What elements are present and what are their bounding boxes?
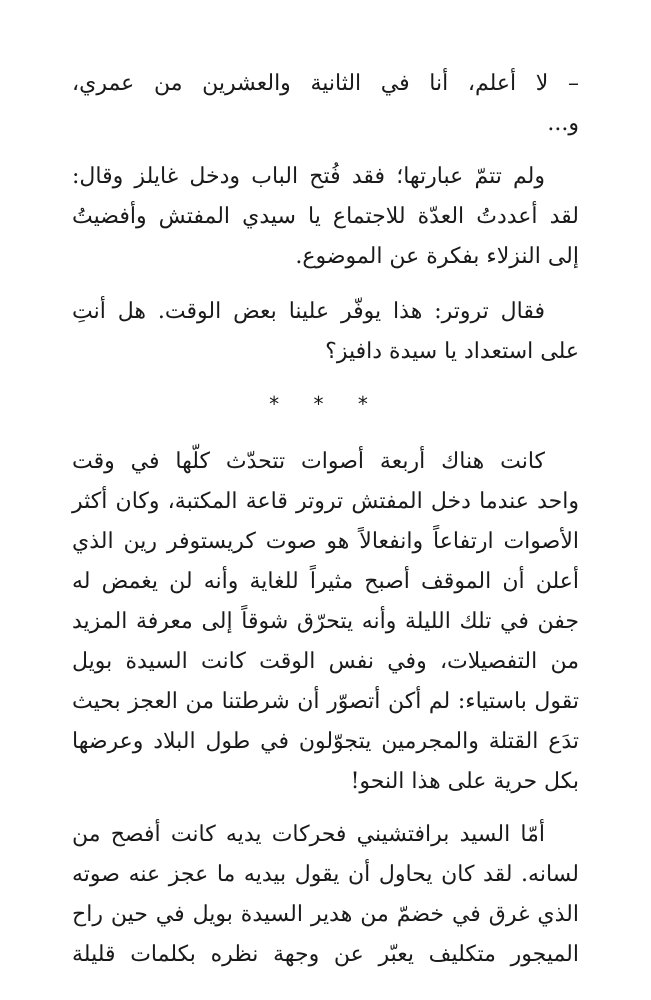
paragraph-paravicini (72, 815, 579, 975)
text-line: تقول باستياء: لم أكن أتصوّر أن شرطتنا من العجز بحيث (72, 689, 579, 714)
text-line: ولم تتمّ عبارتها؛ فقد فُتح الباب ودخل غايلز وقال: (72, 164, 545, 189)
text-line: فقال تروتر: هذا يوفّر علينا بعض الوقت. هل أنتِ (72, 299, 545, 324)
text-line: من التفصيلات، وفي نفس الوقت كانت السيدة بويل (72, 649, 579, 674)
text-line: لقد أعددتُ العدّة للاجتماع يا سيدي المفتش وأفضيتُ (72, 204, 579, 229)
section-separator: * * * (269, 392, 382, 416)
text-line: أمّا السيد برافتشيني فحركات يديه كانت أفصح من (72, 822, 545, 847)
text-line: تدَع القتلة والمجرمين يتجوّلون في طول البلاد وعرضها (72, 729, 579, 754)
text-line: على استعداد يا سيدة دافيز؟ (325, 339, 579, 364)
paragraph-four-voices (72, 442, 579, 802)
text-line: الذي غرق في خضمّ من هدير السيدة بويل في حين راح (72, 902, 579, 927)
paragraph-trotter-question (72, 292, 579, 372)
text-line: واحد عندما دخل المفتش تروتر قاعة المكتبة، وكان أكثر (72, 489, 579, 514)
text-line: الأصوات ارتفاعاً وانفعالاً هو صوت كريستوفر رين الذي (72, 529, 579, 554)
text-line: و... (547, 111, 579, 136)
paragraph-door-opened (72, 157, 579, 277)
text-line: جفن في تلك الليلة وأنه يتحرّق شوقاً إلى معرفة المزيد (72, 609, 579, 634)
text-line: بكل حرية على هذا النحو! (350, 769, 579, 794)
text-line: كانت هناك أربعة أصوات تتحدّث كلّها في وقت (72, 449, 545, 474)
text-line: الميجور متكليف يعبّر عن وجهة نظره بكلمات قليلة (72, 942, 579, 967)
paragraph-dialogue-age (72, 64, 579, 144)
text-line: لسانه. لقد كان يحاول أن يقول بيديه ما عجز عنه صوته (72, 862, 579, 887)
text-line: إلى النزلاء بفكرة عن الموضوع. (295, 244, 579, 269)
text-line: – لا أعلم، أنا في الثانية والعشرين من عمري، (72, 71, 579, 96)
text-line: أعلن أن الموقف أصبح مثيراً للغاية وأنه لن يغمض له (72, 569, 579, 594)
